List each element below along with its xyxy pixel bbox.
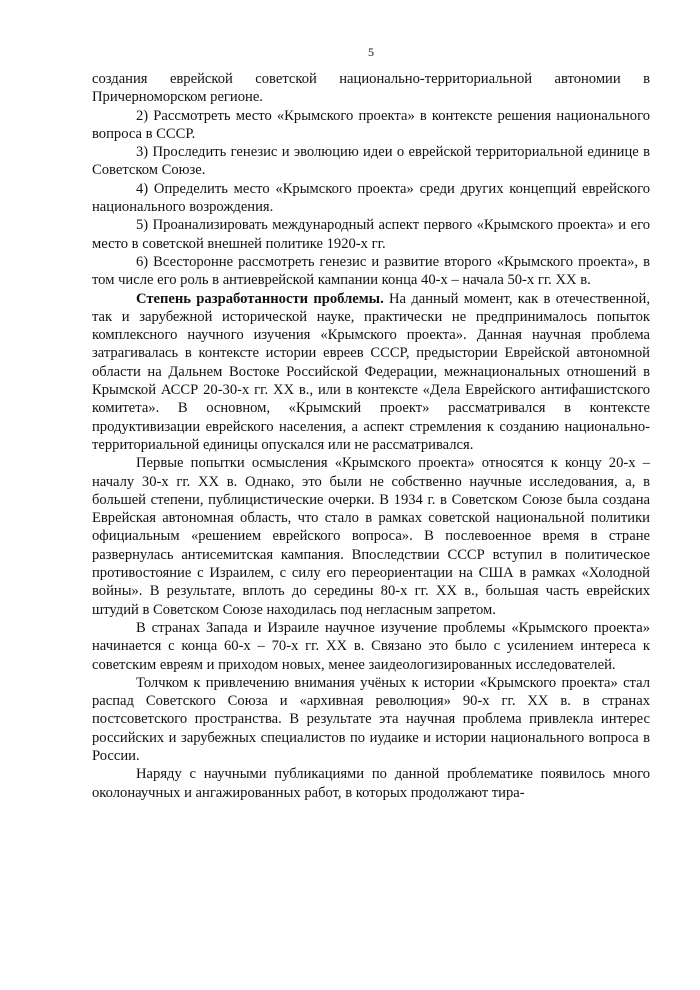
- paragraph-5: 6) Всесторонне рассмотреть генезис и развитие второго «Крымского проекта», в том числе его роль в антиеврейской кампании конца 40-х – начала 50-х гг. XX в.: [92, 253, 650, 289]
- paragraph-1: 2) Рассмотреть место «Крымского проекта» в контексте решения национального вопроса в СССР.: [92, 107, 650, 142]
- paragraph-10: Наряду с научными публикациями по данной проблематике появилось много околонаучных и ангажированных работ, в которых продолжают тира-: [92, 766, 650, 801]
- paragraph-3: 4) Определить место «Крымского проекта» среди других концепций еврейского национального возрождения.: [92, 180, 650, 216]
- paragraph-7: Первые попытки осмысления «Крымского проекта» относятся к концу 20-х – началу 30-х гг. XX в. Однако, это были не собственно научные исследования, а, в большей степени, публицистические очерки. В 1934 г. в Советском Союзе была создана Еврейская автономная область, что стало в рамках советской национальной политики официальным «решением еврейского вопроса». В послевоенное время в стране развернулась антисемитская кампания. Впоследствии СССР вступил в политическое противостояние с Израилем, с силу его переориентации на США в рамках «Холодной войны». В результате, вплоть до середины 80-х гг. XX в., большая часть еврейских штудий в Советском Союзе находилась под негласным запретом.: [92, 455, 650, 618]
- paragraph-9: Толчком к привлечению внимания учёных к истории «Крымского проекта» стал распад Советского Союза и «архивная революция» 90-х гг. XX в. в странах постсоветского пространства. В результате эта научная проблема привлекла интерес российских и зарубежных специалистов по иудаике и истории национального вопроса в России.: [92, 674, 650, 764]
- paragraph-2: 3) Проследить генезис и эволюцию идеи о еврейской территориальной единице в Советском Союзе.: [92, 144, 650, 179]
- page-number: 5: [368, 45, 374, 59]
- paragraph-4: 5) Проанализировать международный аспект первого «Крымского проекта» и его место в советской внешней политике 1920-х гг.: [92, 217, 650, 252]
- paragraph-6: [92, 290, 650, 455]
- paragraph-6-text: На данный момент, как в отечественной, так и зарубежной исторической науке, практически не предпринималось попыток комплексного научного изучения «Крымского проекта». Данная научная проблема затрагивалась в контексте истории евреев СССР, предыстории Еврейской автономной области на Дальнем Востоке Российской Федерации, межнациональных отношений в Крымской АССР 20-30-х гг. XX в., или в контексте «Дела Еврейского антифашистского комитета». В основном, «Крымский проект» рассматривался в контексте продуктивизации еврейского населения, а аспект стремления к созданию национально-территориальной единицы опускался или не рассматривался.: [92, 290, 650, 453]
- paragraph-0: создания еврейской советской национально-территориальной автономии в Причерноморском регионе.: [92, 71, 650, 106]
- body-text: [92, 70, 650, 802]
- paragraph-8: В странах Запада и Израиле научное изучение проблемы «Крымского проекта» начинается с конца 60-х – 70-х гг. XX в. Связано это было с усилением интереса к советским евреям и приходом новых, менее заидеологизированных исследователей.: [92, 619, 650, 673]
- section-heading: Степень разработанности проблемы.: [136, 290, 384, 307]
